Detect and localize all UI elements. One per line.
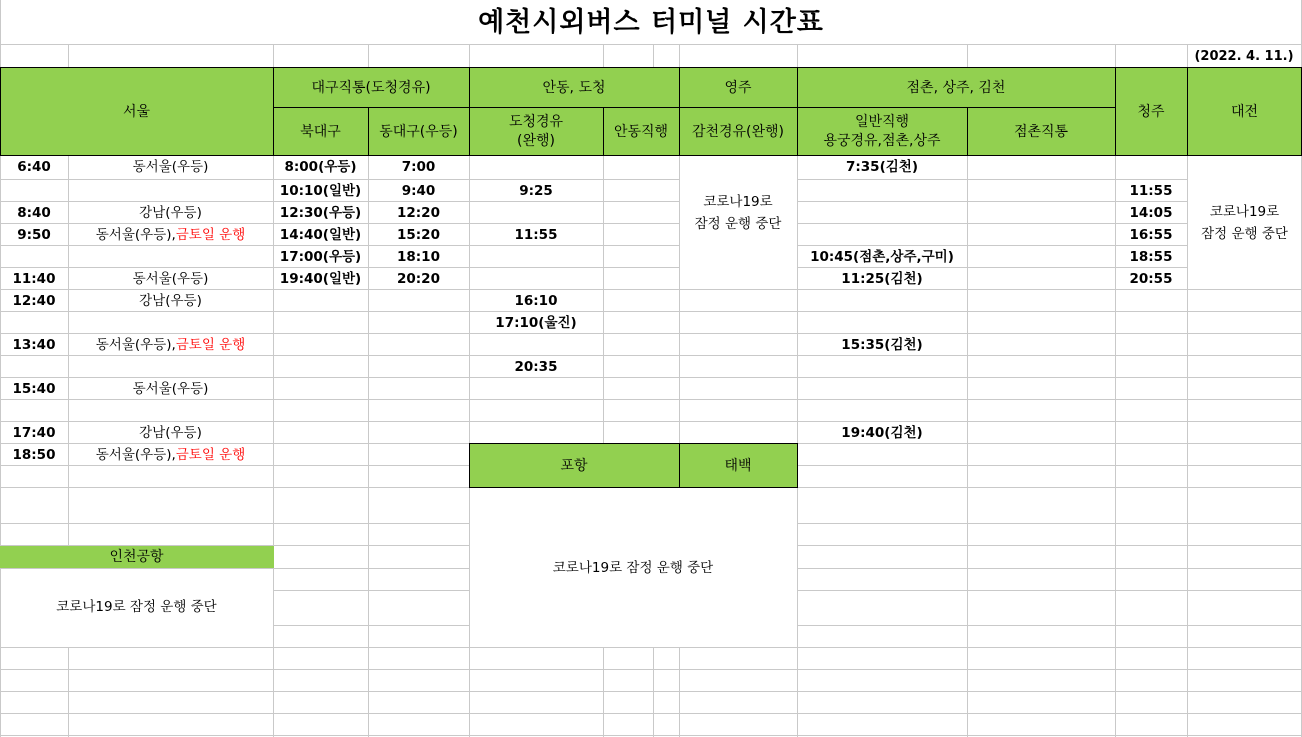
jeomchon-general-time (797, 356, 967, 378)
departure-time (0, 356, 68, 378)
cheongju-time-text: 11:55 (1129, 183, 1173, 199)
cheongju-time (1115, 202, 1187, 224)
departure-time-text: 18:50 (12, 447, 56, 463)
seoul-destination-text: 강남(우등) (139, 425, 202, 441)
buk-daegu-time-text: 19:40(일반) (279, 271, 362, 287)
departure-time-text: 11:40 (12, 271, 56, 287)
departure-time (0, 156, 68, 178)
header-gamcheon: 감천경유(완행) (691, 123, 785, 140)
cheongju-time (1115, 356, 1187, 378)
docheong-time (469, 334, 603, 356)
seoul-destination (68, 312, 273, 334)
header-general-line1: 일반직행 (854, 113, 910, 130)
gridline (0, 713, 1302, 714)
cheongju-time-text: 20:55 (1129, 271, 1173, 287)
seoul-destination (68, 180, 273, 202)
docheong-time (469, 202, 603, 224)
jeomchon-general-time (797, 224, 967, 246)
departure-time-text: 9:50 (17, 227, 51, 243)
jeomchon-general-time (797, 180, 967, 202)
dong-daegu-time-text: 15:20 (397, 227, 440, 243)
header-andong-group: 안동, 도청 (542, 79, 606, 96)
seoul-destination-text: 동서울(우등), (95, 447, 176, 463)
docheong-time-text: 20:35 (514, 359, 558, 375)
seoul-destination (68, 202, 273, 224)
header-yeongju: 영주 (724, 79, 752, 96)
jeomchon-general-time-text: 15:35(김천) (841, 337, 923, 353)
header-general-line2: 용궁경유,점촌,상주 (823, 132, 941, 149)
seoul-destination (68, 268, 273, 290)
cheongju-time (1115, 224, 1187, 246)
docheong-time (469, 356, 603, 378)
jeomchon-general-time (797, 246, 967, 268)
dong-daegu-time (368, 378, 469, 400)
header-daejeon: 대전 (1230, 103, 1259, 120)
header-dong-daegu: 동대구(우등) (379, 123, 458, 140)
buk-daegu-time (273, 444, 368, 466)
seoul-destination (68, 378, 273, 400)
dong-daegu-time-text: 7:00 (401, 159, 436, 175)
header-docheong (469, 108, 603, 155)
docheong-time (469, 444, 603, 466)
buk-daegu-time (273, 224, 368, 246)
seoul-destination-text: 강남(우등) (139, 205, 202, 221)
cheongju-time (1115, 444, 1187, 466)
seoul-destination (68, 290, 273, 312)
header-general-direct (797, 108, 967, 155)
docheong-time (469, 180, 603, 202)
cheongju-time (1115, 290, 1187, 312)
docheong-time-text: 9:25 (519, 183, 553, 199)
cheongju-time (1115, 268, 1187, 290)
departure-time (0, 400, 68, 422)
dong-daegu-time (368, 202, 469, 224)
departure-time-text: 6:40 (17, 159, 51, 175)
jeomchon-general-time (797, 268, 967, 290)
dong-daegu-time (368, 290, 469, 312)
buk-daegu-time (273, 378, 368, 400)
dong-daegu-time (368, 224, 469, 246)
docheong-time (469, 312, 603, 334)
dong-daegu-time (368, 334, 469, 356)
dong-daegu-time-text: 20:20 (397, 271, 440, 287)
cheongju-time-text: 14:05 (1129, 205, 1173, 221)
cheongju-time-text: 18:55 (1129, 249, 1173, 265)
cheongju-time (1115, 156, 1187, 178)
dong-daegu-time (368, 312, 469, 334)
docheong-time (469, 378, 603, 400)
buk-daegu-time-text: 17:00(우등) (279, 249, 362, 265)
cheongju-time (1115, 180, 1187, 202)
gridline (0, 735, 1302, 736)
daejeon-suspended-line1: 코로나19로 (1209, 204, 1280, 220)
cheongju-time (1115, 400, 1187, 422)
gridline (0, 647, 1302, 648)
timetable-date: (2022. 4. 11.) (1194, 48, 1294, 64)
buk-daegu-time-text: 12:30(우등) (279, 205, 362, 221)
docheong-time (469, 400, 603, 422)
jeomchon-general-time (797, 312, 967, 334)
buk-daegu-time (273, 202, 368, 224)
seoul-destination-text: 동서울(우등), (95, 337, 176, 353)
jeomchon-general-time (797, 400, 967, 422)
seoul-destination-text: 동서울(우등) (132, 271, 209, 287)
dong-daegu-time-text: 9:40 (401, 183, 436, 199)
departure-time (0, 444, 68, 466)
daejeon-suspended-line2: 잠정 운행 중단 (1201, 226, 1288, 242)
cheongju-time (1115, 246, 1187, 268)
dong-daegu-time (368, 268, 469, 290)
cheongju-time (1115, 422, 1187, 444)
pohang-suspended: 코로나19로 잠정 운행 중단 (552, 560, 714, 576)
seoul-destination-text: 강남(우등) (139, 293, 202, 309)
dong-daegu-time-text: 12:20 (397, 205, 440, 221)
yeongju-suspended-line1: 코로나19로 (703, 194, 773, 210)
departure-time (0, 378, 68, 400)
departure-time-text: 12:40 (12, 293, 56, 309)
gridline (0, 691, 1302, 692)
dong-daegu-time (368, 156, 469, 178)
buk-daegu-time (273, 334, 368, 356)
departure-time-text: 8:40 (17, 205, 51, 221)
departure-time (0, 224, 68, 246)
docheong-time (469, 224, 603, 246)
saturday-note: 금토일 운행 (175, 447, 246, 463)
docheong-time (469, 290, 603, 312)
dong-daegu-time (368, 422, 469, 444)
daejeon-suspended (1187, 198, 1302, 248)
departure-time-text: 15:40 (12, 381, 56, 397)
gridline (0, 669, 1302, 670)
yeongju-suspended-line2: 잠정 운행 중단 (694, 216, 782, 232)
buk-daegu-time (273, 180, 368, 202)
jeomchon-general-time (797, 156, 967, 178)
jeomchon-general-time (797, 444, 967, 466)
jeomchon-general-time-text: 10:45(점촌,상주,구미) (810, 249, 954, 265)
saturday-note: 금토일 운행 (175, 337, 246, 353)
departure-time (0, 312, 68, 334)
jeomchon-general-time (797, 202, 967, 224)
jeomchon-general-time (797, 378, 967, 400)
header-pohang: 포항 (560, 457, 588, 474)
jeomchon-general-time-text: 19:40(김천) (841, 425, 923, 441)
docheong-time (469, 156, 603, 178)
header-seoul: 서울 (122, 103, 151, 120)
jeomchon-general-time-text: 7:35(김천) (845, 159, 918, 175)
departure-time (0, 334, 68, 356)
dong-daegu-time (368, 180, 469, 202)
cheongju-time (1115, 378, 1187, 400)
dong-daegu-time (368, 356, 469, 378)
buk-daegu-time (273, 156, 368, 178)
departure-time (0, 422, 68, 444)
header-cheongju: 청주 (1137, 103, 1165, 120)
saturday-note: 금토일 운행 (175, 227, 246, 243)
departure-time (0, 268, 68, 290)
buk-daegu-time (273, 422, 368, 444)
cheongju-time-text: 16:55 (1129, 227, 1173, 243)
departure-time (0, 246, 68, 268)
dong-daegu-time (368, 246, 469, 268)
docheong-time (469, 268, 603, 290)
seoul-destination (68, 422, 273, 444)
dong-daegu-time-text: 18:10 (397, 249, 440, 265)
docheong-time-text: 16:10 (514, 293, 558, 309)
incheon-suspended: 코로나19로 잠정 운행 중단 (56, 599, 217, 615)
buk-daegu-time (273, 356, 368, 378)
buk-daegu-time-text: 10:10(일반) (279, 183, 362, 199)
header-docheong-line1: 도청경유 (508, 113, 564, 130)
header-daegu: 대구직통(도청경유) (311, 79, 431, 96)
jeomchon-general-time (797, 290, 967, 312)
header-buk-daegu: 북대구 (300, 123, 341, 140)
buk-daegu-time (273, 268, 368, 290)
departure-time-text: 17:40 (12, 425, 56, 441)
header-docheong-line2: (완행) (517, 132, 555, 149)
buk-daegu-time (273, 400, 368, 422)
gridline (653, 648, 654, 737)
seoul-destination-text: 동서울(우등) (132, 159, 209, 175)
seoul-destination-text: 동서울(우등) (132, 381, 209, 397)
seoul-destination (68, 356, 273, 378)
yeongju-suspended (679, 180, 797, 246)
buk-daegu-time (273, 246, 368, 268)
header-jeomchon-direct: 점촌직통 (1013, 123, 1069, 140)
docheong-time (469, 422, 603, 444)
seoul-destination (68, 156, 273, 178)
header-incheon: 인천공항 (109, 549, 164, 565)
departure-time (0, 290, 68, 312)
buk-daegu-time-text: 14:40(일반) (279, 227, 362, 243)
buk-daegu-time-text: 8:00(우등) (284, 159, 357, 175)
seoul-destination (68, 246, 273, 268)
gridline (0, 44, 1302, 45)
table-border (469, 487, 797, 488)
cheongju-time (1115, 334, 1187, 356)
jeomchon-general-time (797, 334, 967, 356)
page-title: 예천시외버스 터미널 시간표 (478, 7, 824, 38)
buk-daegu-time (273, 312, 368, 334)
departure-time (0, 180, 68, 202)
cheongju-time (1115, 312, 1187, 334)
docheong-time (469, 246, 603, 268)
seoul-destination (68, 224, 273, 246)
header-andong-direct: 안동직행 (613, 123, 669, 140)
seoul-destination (68, 400, 273, 422)
seoul-destination (68, 334, 273, 356)
dong-daegu-time (368, 444, 469, 466)
header-taebaek: 태백 (724, 457, 752, 474)
seoul-destination (68, 444, 273, 466)
header-jeomchon-group: 점촌, 상주, 김천 (906, 79, 1006, 96)
jeomchon-general-time (797, 422, 967, 444)
dong-daegu-time (368, 400, 469, 422)
buk-daegu-time (273, 290, 368, 312)
departure-time-text: 13:40 (12, 337, 56, 353)
docheong-time-text: 17:10(울진) (495, 315, 577, 331)
departure-time (0, 202, 68, 224)
jeomchon-general-time-text: 11:25(김천) (841, 271, 923, 287)
docheong-time-text: 11:55 (514, 227, 558, 243)
seoul-destination-text: 동서울(우등), (95, 227, 176, 243)
